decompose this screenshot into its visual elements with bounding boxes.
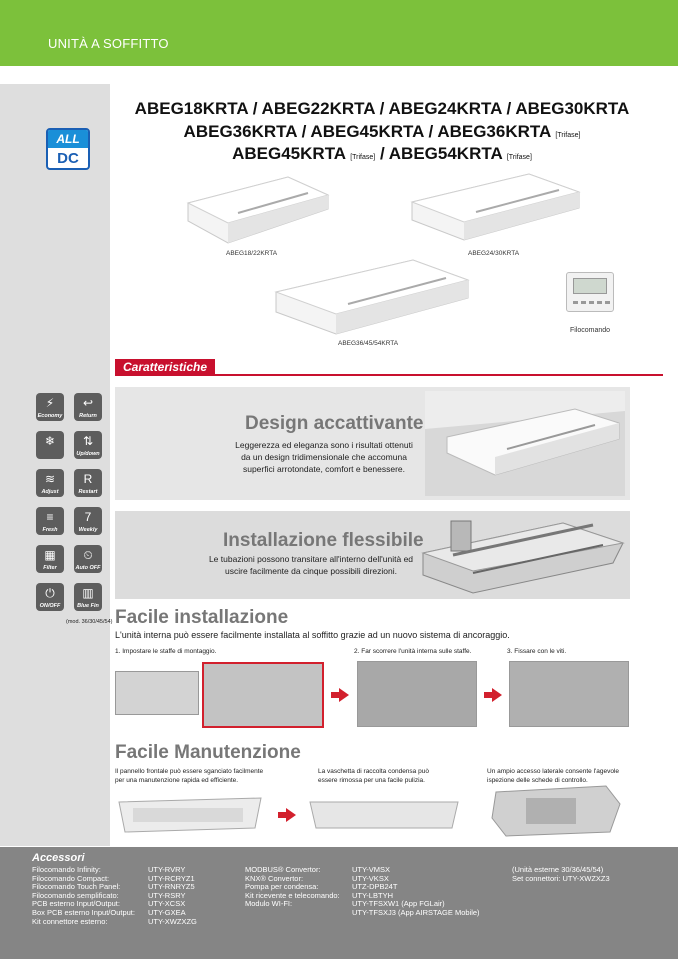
remote-button	[605, 301, 610, 304]
page-header	[0, 0, 678, 66]
restart-icon: R Restart	[74, 469, 102, 497]
weekly-icon: 7 Weekly	[74, 507, 102, 535]
arrow-right-icon	[484, 692, 492, 698]
remote-screen	[573, 278, 607, 294]
arrow-right-icon	[339, 688, 349, 702]
accessories-title: Accessori	[32, 852, 85, 864]
step1-photo-highlight	[202, 662, 324, 728]
maintenance-title: Facile Manutenzione	[115, 742, 301, 763]
side-access-photo	[486, 782, 626, 840]
design-title: Design accattivante	[245, 413, 424, 434]
install-flex-line2: uscire facilmente da cinque possibili direzioni.	[225, 566, 397, 576]
easy-install-text: L'unità interna può essere facilmente installata al soffitto grazie ad un nuovo sistema di ancoraggio.	[115, 630, 510, 640]
unit-image-36-45-54	[268, 258, 473, 338]
unit-image-18-22	[178, 175, 333, 247]
model-line3-a: ABEG45KRTA	[232, 144, 346, 163]
acc-connector-set: Set connettori: UTY-XWZXZ3	[512, 873, 610, 883]
design-text-line1: Leggerezza ed eleganza sono i risultati ottenuti	[235, 440, 413, 450]
page-title: UNITÀ A SOFFITTO	[48, 36, 169, 51]
badge-top-text: ALL	[48, 130, 88, 148]
acc-label: Filocomando Compact:	[32, 873, 110, 883]
remote-button	[573, 301, 578, 304]
adjust-icon: ≋ Adjust	[36, 469, 64, 497]
acc-label: MODBUS® Convertor:	[245, 865, 321, 874]
acc-col3	[512, 866, 610, 883]
arrow-right-icon	[286, 808, 296, 822]
acc-value: UTY-TFSXW1 (App FGLair)	[352, 899, 445, 909]
model-title-line2	[112, 122, 652, 142]
acc-value: UTY-VKSX	[352, 873, 389, 883]
maintenance-col1	[115, 767, 263, 785]
acc-value: UTY-XWZXZG	[148, 916, 197, 926]
acc-value: UTY-VMSX	[352, 865, 391, 874]
drain-pan-photo	[306, 796, 464, 836]
install-flex-line1: Le tubazioni possono transitare all'interno dell'unità ed	[208, 554, 414, 564]
front-panel-photo	[115, 792, 265, 838]
acc-label: Filocomando Infinity:	[32, 865, 101, 874]
remote-button	[597, 301, 602, 304]
remote-button	[581, 301, 586, 304]
unit1-caption: ABEG18/22KRTA	[226, 250, 278, 257]
model-line2-tag: [Trifase]	[555, 132, 581, 139]
easy-install-title: Facile installazione	[115, 607, 289, 628]
features-section-bar	[115, 359, 663, 376]
step1-text: 1. Impostare le staffe di montaggio.	[115, 648, 217, 655]
acc-value: UTY-XCSX	[148, 899, 186, 909]
step1-photo-small	[115, 671, 199, 715]
acc-label: KNX® Convertor:	[245, 873, 304, 883]
model-line3-tag2: [Trifase]	[506, 154, 532, 161]
model-line3-b: / ABEG54KRTA	[375, 144, 503, 163]
unit-image-24-30	[404, 172, 584, 244]
filter-icon: ▦ Filter	[36, 545, 64, 573]
acc-label: Filocomando semplificato:	[32, 890, 119, 900]
snowflake-icon: ❄	[36, 431, 64, 459]
return-icon: ↩ Return	[74, 393, 102, 421]
install-flex-panel	[115, 511, 630, 599]
install-flex-text	[195, 553, 427, 577]
maintenance-col2	[318, 767, 429, 785]
design-photo	[425, 391, 625, 496]
arrow-right-icon	[278, 812, 286, 818]
arrow-right-icon	[331, 692, 339, 698]
acc-note: (Unità esterne 30/36/45/54)	[512, 865, 604, 874]
maint-col1-line1: Il pannello frontale può essere sganciato facilmente	[115, 768, 264, 775]
acc-value: UTY-RSRY	[148, 890, 186, 900]
model-title-line1: ABEG18KRTA / ABEG22KRTA / ABEG24KRTA / ABEG30KRTA	[134, 99, 630, 118]
maint-col2-line1: La vaschetta di raccolta condensa può	[318, 768, 429, 775]
design-text-line2: da un design tridimensionale che accomuna	[241, 452, 407, 462]
on-off-icon: ⏻ ON/OFF	[36, 583, 64, 611]
acc-value: UTY-LBTYH	[352, 890, 393, 900]
left-sidebar	[0, 84, 113, 846]
unit2-caption: ABEG24/30KRTA	[468, 250, 520, 257]
fresh-icon: ≡ Fresh	[36, 507, 64, 535]
model-title-line3	[112, 144, 652, 164]
acc-value: UTY-GXEA	[148, 907, 186, 917]
badge-bottom-text: DC	[57, 150, 79, 167]
acc-col2-values	[352, 866, 480, 918]
acc-label: Modulo WI-FI:	[245, 899, 293, 909]
auto-off-icon: ⏲ Auto OFF	[74, 545, 102, 573]
pipe-routing-diagram	[413, 513, 628, 597]
acc-value: UTY-RCRYZ1	[148, 873, 195, 883]
maint-col3-line2: ispezione delle schede di controllo.	[487, 777, 588, 784]
acc-value: UTZ-DPB24T	[352, 882, 398, 892]
remote-button	[589, 301, 594, 304]
acc-col1-labels	[32, 866, 135, 926]
arrow-right-icon	[492, 688, 502, 702]
features-section-label: Caratteristiche	[115, 359, 215, 375]
install-flex-title: Installazione flessibile	[223, 530, 424, 551]
model-line3-tag1: [Trifase]	[350, 154, 376, 161]
step3-photo	[509, 661, 629, 727]
acc-label: Kit ricevente e telecomando:	[245, 890, 340, 900]
features-note: (mod. 36/30/45/54)	[66, 619, 113, 625]
all-dc-badge	[46, 128, 90, 170]
maint-col1-line2: per una manutenzione rapida ed efficiente.	[115, 777, 239, 784]
step2-text: 2. Far scorrere l'unità interna sulle staffe.	[354, 648, 472, 655]
model-line2-main: ABEG36KRTA / ABEG45KRTA / ABEG36KRTA	[183, 122, 551, 141]
step2-photo	[357, 661, 477, 727]
acc-value: UTY-TFSXJ3 (App AIRSTAGE Mobile)	[352, 907, 480, 917]
unit3-caption: ABEG36/45/54KRTA	[338, 340, 399, 347]
acc-label: Kit connettore esterno:	[32, 916, 108, 926]
acc-label: Filocomando Touch Panel:	[32, 882, 121, 892]
acc-value: UTY-RVRY	[148, 865, 186, 874]
maint-col2-line2: essere rimossa per una facile pulizia.	[318, 777, 425, 784]
remote-caption: Filocomando	[570, 327, 611, 334]
design-panel	[115, 387, 630, 500]
wired-remote-image	[566, 272, 614, 312]
acc-col1-values	[148, 866, 197, 926]
blue-fin-icon: ▥ Blue Fin	[74, 583, 102, 611]
acc-label: PCB esterno Input/Output:	[32, 899, 120, 909]
acc-value: UTY-RNRYZ5	[148, 882, 195, 892]
maint-col3-line1: Un ampio accesso laterale consente l'agevole	[487, 768, 620, 775]
economy-icon: ⚡ Economy	[36, 393, 64, 421]
acc-col2-labels	[245, 866, 340, 909]
up-down-icon: ⇅ Up/down	[74, 431, 102, 459]
design-text	[213, 439, 435, 475]
step3-text: 3. Fissare con le viti.	[507, 648, 567, 655]
acc-label: Box PCB esterno Input/Output:	[32, 907, 135, 917]
design-text-line3: superfici arrotondate, comfort e benessere.	[242, 464, 406, 474]
acc-label: Pompa per condensa:	[245, 882, 319, 892]
